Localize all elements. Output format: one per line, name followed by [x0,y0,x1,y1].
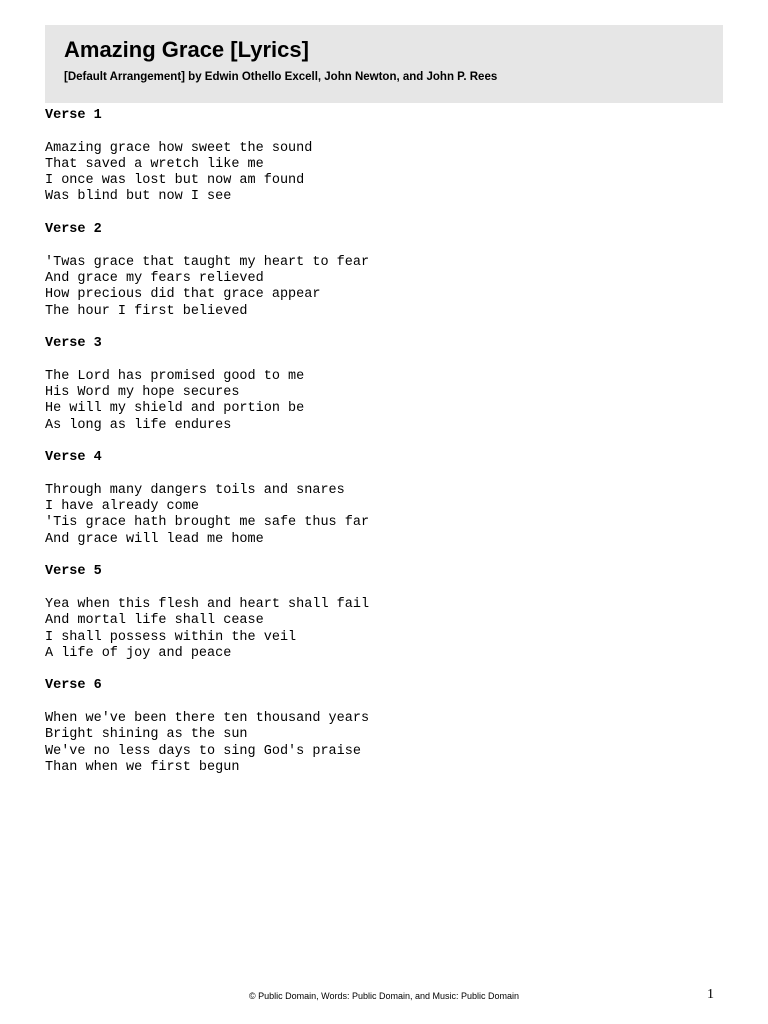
lyric-line: And grace will lead me home [45,531,264,547]
lyric-line: Amazing grace how sweet the sound [45,140,313,156]
lyric-line: Yea when this flesh and heart shall fail [45,596,370,612]
lyric-line: I have already come [45,499,199,515]
lyric-line: Than when we first begun [45,759,240,775]
lyric-line: How precious did that grace appear [45,287,321,303]
verse-2 [45,222,735,320]
page-number: 1 [707,987,714,1002]
lyric-line: His Word my hope secures [45,385,240,401]
lyric-line: He will my shield and portion be [45,401,305,417]
lyric-line: The Lord has promised good to me [45,368,305,384]
lyric-line: A life of joy and peace [45,645,232,661]
verse-label: Verse 3 [45,336,102,352]
verse-4 [45,450,735,548]
lyric-line: As long as life endures [45,417,232,433]
lyric-line: We've no less days to sing God's praise [45,743,361,759]
lyric-line: Was blind but now I see [45,189,232,205]
song-header [45,25,723,103]
lyrics-body [45,108,735,792]
lyric-line: That saved a wretch like me [45,156,264,172]
lyric-line: I shall possess within the veil [45,629,297,645]
verse-label: Verse 4 [45,450,102,466]
lyric-line: Bright shining as the sun [45,727,248,743]
verse-label: Verse 5 [45,564,102,580]
lyric-line: Through many dangers toils and snares [45,482,345,498]
verse-label: Verse 2 [45,222,102,238]
verse-label: Verse 6 [45,678,102,694]
lyric-line: The hour I first believed [45,303,248,319]
verse-3 [45,336,735,434]
lyric-line: When we've been there ten thousand years [45,710,370,726]
verse-label: Verse 1 [45,108,102,123]
lyric-line: I once was lost but now am found [45,173,305,189]
verse-6 [45,678,735,776]
lyric-line: And grace my fears relieved [45,270,264,286]
copyright-footer: © Public Domain, Words: Public Domain, and Music: Public Domain [248,991,520,1001]
song-title: Amazing Grace [Lyrics] [64,37,309,62]
arrangement-credits: [Default Arrangement] by Edwin Othello Excell, John Newton, and John P. Rees [64,71,498,83]
lyric-line: And mortal life shall cease [45,613,264,629]
lyric-line: 'Twas grace that taught my heart to fear [45,254,370,270]
verse-1 [45,108,735,206]
verse-5 [45,564,735,662]
lyric-line: 'Tis grace hath brought me safe thus far [45,515,370,531]
